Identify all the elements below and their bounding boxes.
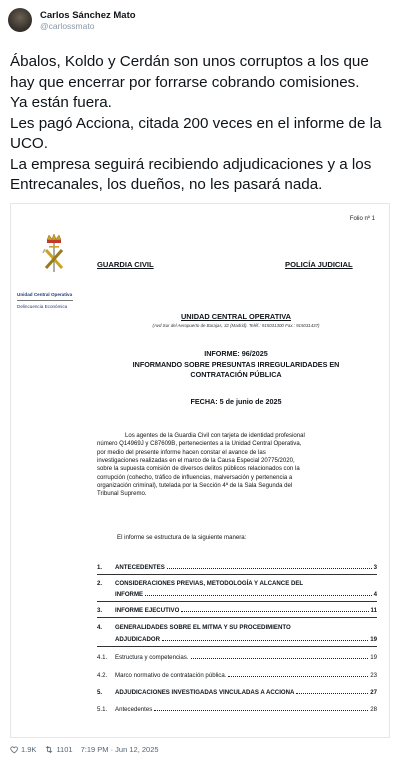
toc-text: Estructura y competencias. xyxy=(115,654,189,661)
retweet-button[interactable] xyxy=(44,745,72,754)
tweet-line: Ya están fuera. xyxy=(10,94,112,111)
toc-text: INFORME EJECUTIVO xyxy=(115,607,180,614)
toc-page: 28 xyxy=(370,706,377,713)
body-line: organización criminal), tutelada por la Sección 4ª de la Sala Segunda del xyxy=(97,483,293,490)
toc-item xyxy=(97,706,377,713)
toc-page: 27 xyxy=(370,689,377,696)
toc-leader xyxy=(154,710,368,711)
toc-item xyxy=(97,607,377,614)
subject-line: INFORMANDO SOBRE PRESUNTAS IRREGULARIDADES EN xyxy=(132,360,340,369)
toc-leader xyxy=(191,658,369,659)
attached-document-image[interactable] xyxy=(10,203,390,738)
body-line: número Q14969J y C87609B, pertenecientes a la Unidad Central Operativa, xyxy=(97,441,302,448)
policia-judicial-heading: POLICÍA JUDICIAL xyxy=(285,260,353,269)
toc-num: 4. xyxy=(97,624,103,631)
body-line: investigaciones realizadas en el marco de la Causa Especial 20775/2020, xyxy=(97,458,295,465)
toc-num: 5. xyxy=(97,689,103,696)
side-unit-label: Unidad Central Operativa xyxy=(17,292,73,297)
toc-item xyxy=(97,624,377,631)
retweet-count: 1101 xyxy=(56,745,73,754)
toc-item xyxy=(97,580,377,587)
toc-num: 3. xyxy=(97,607,103,614)
tweet-line: Les pagó Acciona, citada 200 veces en el informe de la UCO. xyxy=(10,114,382,152)
toc-divider xyxy=(97,574,377,575)
toc-text: Antecedentes xyxy=(115,706,153,713)
toc-text: ANTECEDENTES xyxy=(115,564,165,571)
toc-page: 19 xyxy=(370,636,377,643)
toc-text: CONSIDERACIONES PREVIAS, METODOLOGÍA Y ALCANCE DEL xyxy=(115,580,304,587)
tweet-header xyxy=(8,8,136,32)
tweet-line: La empresa seguirá recibiendo adjudicaciones y a los Entrecanales, los dueños, no les pasará nada. xyxy=(10,155,372,193)
like-count: 1.9K xyxy=(21,745,37,754)
toc-num: 5.1. xyxy=(97,706,108,713)
informe-subject xyxy=(11,360,390,380)
informe-number: INFORME: 96/2025 xyxy=(204,349,268,358)
toc-item xyxy=(97,636,377,643)
toc-num: 4.2. xyxy=(97,672,108,679)
body-line: corrupción (cohecho, tráfico de influencias, malversación y pertenencia a xyxy=(97,474,293,481)
toc-leader xyxy=(145,595,372,596)
toc-text: Marco normativo de contratación pública. xyxy=(115,672,227,679)
toc-leader xyxy=(228,676,368,677)
toc-divider xyxy=(97,646,377,647)
toc-item xyxy=(97,689,377,696)
display-name[interactable]: Carlos Sánchez Mato xyxy=(40,9,136,21)
user-handle[interactable]: @carlossmato xyxy=(40,20,95,31)
folio-number: Folio nº 1 xyxy=(349,216,375,222)
tweet-timestamp[interactable]: 7:19 PM · Jun 12, 2025 xyxy=(80,745,159,754)
toc-item xyxy=(97,672,377,679)
body-line: Tribunal Supremo. xyxy=(97,491,147,498)
toc-num: 1. xyxy=(97,564,103,571)
guardia-civil-heading: GUARDIA CIVIL xyxy=(97,260,154,269)
toc-text: ADJUDICACIONES INVESTIGADAS VINCULADAS A ACCIONA xyxy=(115,689,295,696)
toc-num: 4.1. xyxy=(97,654,108,661)
avatar[interactable] xyxy=(8,8,32,32)
toc-leader xyxy=(181,611,368,612)
tweet-footer xyxy=(10,745,159,754)
unit-title: UNIDAD CENTRAL OPERATIVA xyxy=(180,312,292,321)
side-sub-label: Delincuencia Económica xyxy=(17,304,68,309)
heart-icon xyxy=(10,745,19,754)
toc-page: 23 xyxy=(370,672,377,679)
guardia-civil-emblem-icon xyxy=(41,234,67,274)
toc-text: INFORME xyxy=(115,591,144,598)
tweet-line: Ábalos, Koldo y Cerdán son unos corruptos a los que hay que encerrar por forrarse cobrando comisiones. xyxy=(10,53,369,91)
toc-page: 11 xyxy=(370,607,377,614)
toc-item xyxy=(97,654,377,661)
structure-intro: El informe se estructura de la siguiente manera: xyxy=(117,534,247,541)
toc-page: 3 xyxy=(373,564,377,571)
subject-line: CONTRATACIÓN PÚBLICA xyxy=(190,370,282,379)
toc-leader xyxy=(162,640,368,641)
side-divider xyxy=(17,300,73,301)
retweet-icon xyxy=(44,745,54,754)
toc-page: 19 xyxy=(370,654,377,661)
document-body-paragraph xyxy=(97,432,377,499)
body-line: sobre la supuesta comisión de diversos delitos públicos relacionados con la xyxy=(97,466,300,473)
toc-page: 4 xyxy=(373,591,377,598)
toc-leader xyxy=(167,568,372,569)
body-line: Los agentes de la Guardia Civil con tarjeta de identidad profesional xyxy=(125,433,305,439)
unit-address: (Avd Sur del Aeropuerto de Barajas, 32 (Madrid). Teléf.: 915031300 Fax.: 915031437) xyxy=(152,323,320,328)
like-button[interactable] xyxy=(10,745,36,754)
toc-divider xyxy=(97,601,377,602)
toc-item xyxy=(97,591,377,598)
author-names xyxy=(40,10,136,31)
tweet-text xyxy=(10,52,394,196)
body-line: por medio del presente informe hacen constar el avance de las xyxy=(97,449,266,456)
toc-item xyxy=(97,564,377,571)
toc-divider xyxy=(97,617,377,618)
toc-num: 2. xyxy=(97,580,103,587)
toc-text: ADJUDICADOR xyxy=(115,636,161,643)
toc-leader xyxy=(296,693,368,694)
informe-date: FECHA: 5 de junio de 2025 xyxy=(190,397,282,406)
toc-text: GENERALIDADES SOBRE EL MITMA Y SU PROCEDIMIENTO xyxy=(115,624,291,631)
